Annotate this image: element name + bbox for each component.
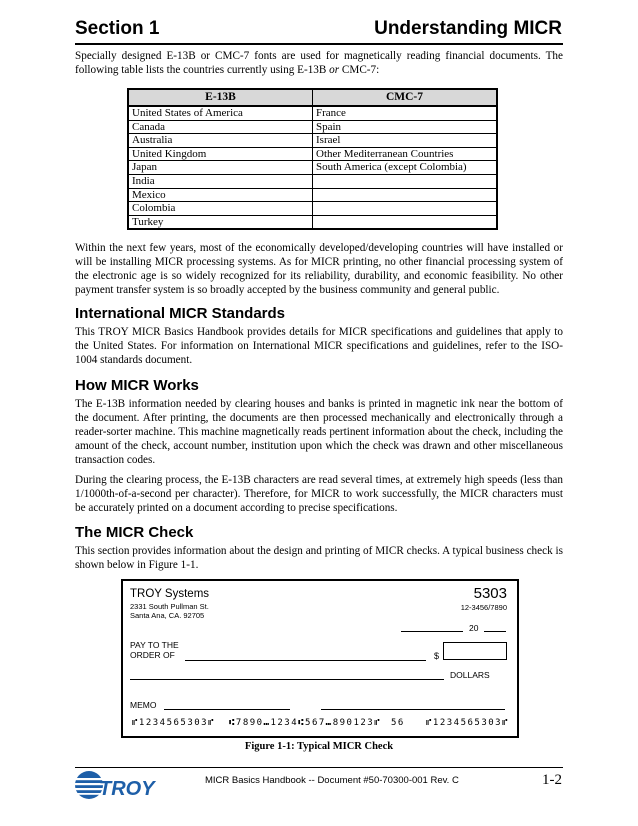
table-cell [313, 215, 498, 229]
how-micr-works-paragraph-2: During the clearing process, the E-13B characters are read several times, at extremely high speeds (less than 1/1000th-of-a-second per character). Therefore, for MICR to work successfully, the MICR characters must be accurately printed on a document according to precise specifications. [75, 474, 563, 514]
sample-check [121, 579, 519, 738]
table-row [128, 188, 497, 202]
heading-international-standards: International MICR Standards [75, 305, 286, 322]
table-cell: Mexico [128, 188, 313, 202]
how-micr-works-paragraph-1: The E-13B information needed by clearing houses and banks is printed in magnetic ink near the bottom of the document. After printing, the documents are then processed mechanically and electronically through a reader-sorter machine. This machine magnetically reads pertinent information about the check, including the amount of the check, account number, institution upon which the check was drawn and other miscellaneous transaction codes. [75, 398, 563, 466]
international-standards-paragraph: This TROY MICR Basics Handbook provides details for MICR specifications and guidelines that apply to the United States. For information on International MICR specifications and guidelines, refer to the ISO-1004 standards document. [75, 326, 563, 366]
page-number: 1-2 [542, 772, 562, 788]
table-cell: Australia [128, 134, 313, 148]
table-row [128, 215, 497, 229]
section-label: Section 1 [75, 18, 160, 39]
country-font-table [127, 88, 498, 230]
table-cell: United States of America [128, 106, 313, 120]
table-cell [313, 188, 498, 202]
troy-globe-icon [73, 769, 163, 801]
memo-line [164, 709, 290, 710]
table-cell: Other Mediterranean Countries [313, 147, 498, 161]
dollars-label: DOLLARS [450, 670, 490, 680]
check-company-name: TROY Systems [130, 588, 210, 600]
footer-document-id: MICR Basics Handbook -- Document #50-70300-001 Rev. C [205, 775, 459, 786]
table-cell: Israel [313, 134, 498, 148]
table-cell: India [128, 174, 313, 188]
heading-micr-check: The MICR Check [75, 524, 194, 541]
dollar-sign: $ [434, 651, 440, 661]
footer-rule [75, 767, 563, 768]
memo-label: MEMO [130, 700, 157, 710]
payee-line [185, 660, 426, 661]
table-row [128, 161, 497, 175]
check-address-line-1: 2331 South Pullman St. [130, 602, 209, 611]
table-cell: Canada [128, 120, 313, 134]
table-cell: France [313, 106, 498, 120]
date-year-line [484, 631, 506, 632]
table-row [128, 106, 497, 120]
table-row [128, 120, 497, 134]
table-cell [313, 202, 498, 216]
date-line [401, 631, 463, 632]
table-cell: Spain [313, 120, 498, 134]
check-number: 5303 [473, 585, 507, 602]
heading-how-micr-works: How MICR Works [75, 377, 199, 394]
micr-aux-code: 56 [391, 718, 405, 728]
amount-box [443, 642, 507, 660]
intro-paragraph: Specially designed E-13B or CMC-7 fonts are used for magnetically reading financial documents. The following table lists the countries currently using E-13B or CMC-7: [75, 50, 563, 76]
header-rule [75, 43, 563, 45]
table-cell: Japan [128, 161, 313, 175]
check-address-line-2: Santa Ana, CA. 92705 [130, 611, 205, 620]
table-cell: South America (except Colombia) [313, 161, 498, 175]
column-header-e13b: E-13B [128, 89, 313, 106]
table-row [128, 147, 497, 161]
table-row [128, 134, 497, 148]
figure-caption: Figure 1-1: Typical MICR Check [244, 741, 394, 752]
pay-to-label-line-2: ORDER OF [130, 650, 175, 660]
table-row [128, 202, 497, 216]
table-cell: Colombia [128, 202, 313, 216]
table-cell: United Kingdom [128, 147, 313, 161]
micr-routing-account: ⑆7890⑉1234⑆567⑉890123⑈ [229, 718, 382, 728]
check-routing-fraction: 12-3456/7890 [460, 603, 507, 612]
adoption-paragraph: Within the next few years, most of the economically developed/developing countries will have installed or will be installing MICR processing systems. As for MICR printing, no other financial processing system of the electronic age is so widely recognized for its reliability, durability, and economic feasibility. No other payment transfer system is so broadly accepted by the business community and general public. [75, 242, 563, 296]
micr-amount: ⑈1234565303⑈ [426, 718, 509, 728]
micr-check-number: ⑈1234565303⑈ [132, 718, 215, 728]
table-header-row [128, 89, 497, 106]
logo-wordmark: TROY [99, 778, 155, 800]
troy-logo [73, 769, 163, 801]
column-header-cmc7: CMC-7 [313, 89, 498, 106]
table-cell [313, 174, 498, 188]
signature-line [321, 709, 505, 710]
micr-check-paragraph: This section provides information about the design and printing of MICR checks. A typical business check is shown below in Figure 1-1. [75, 545, 563, 571]
amount-words-line [130, 679, 444, 680]
page-title: Understanding MICR [374, 18, 562, 39]
table-cell: Turkey [128, 215, 313, 229]
date-year-prefix: 20 [469, 623, 479, 633]
table-row [128, 174, 497, 188]
pay-to-label-line-1: PAY TO THE [130, 640, 179, 650]
